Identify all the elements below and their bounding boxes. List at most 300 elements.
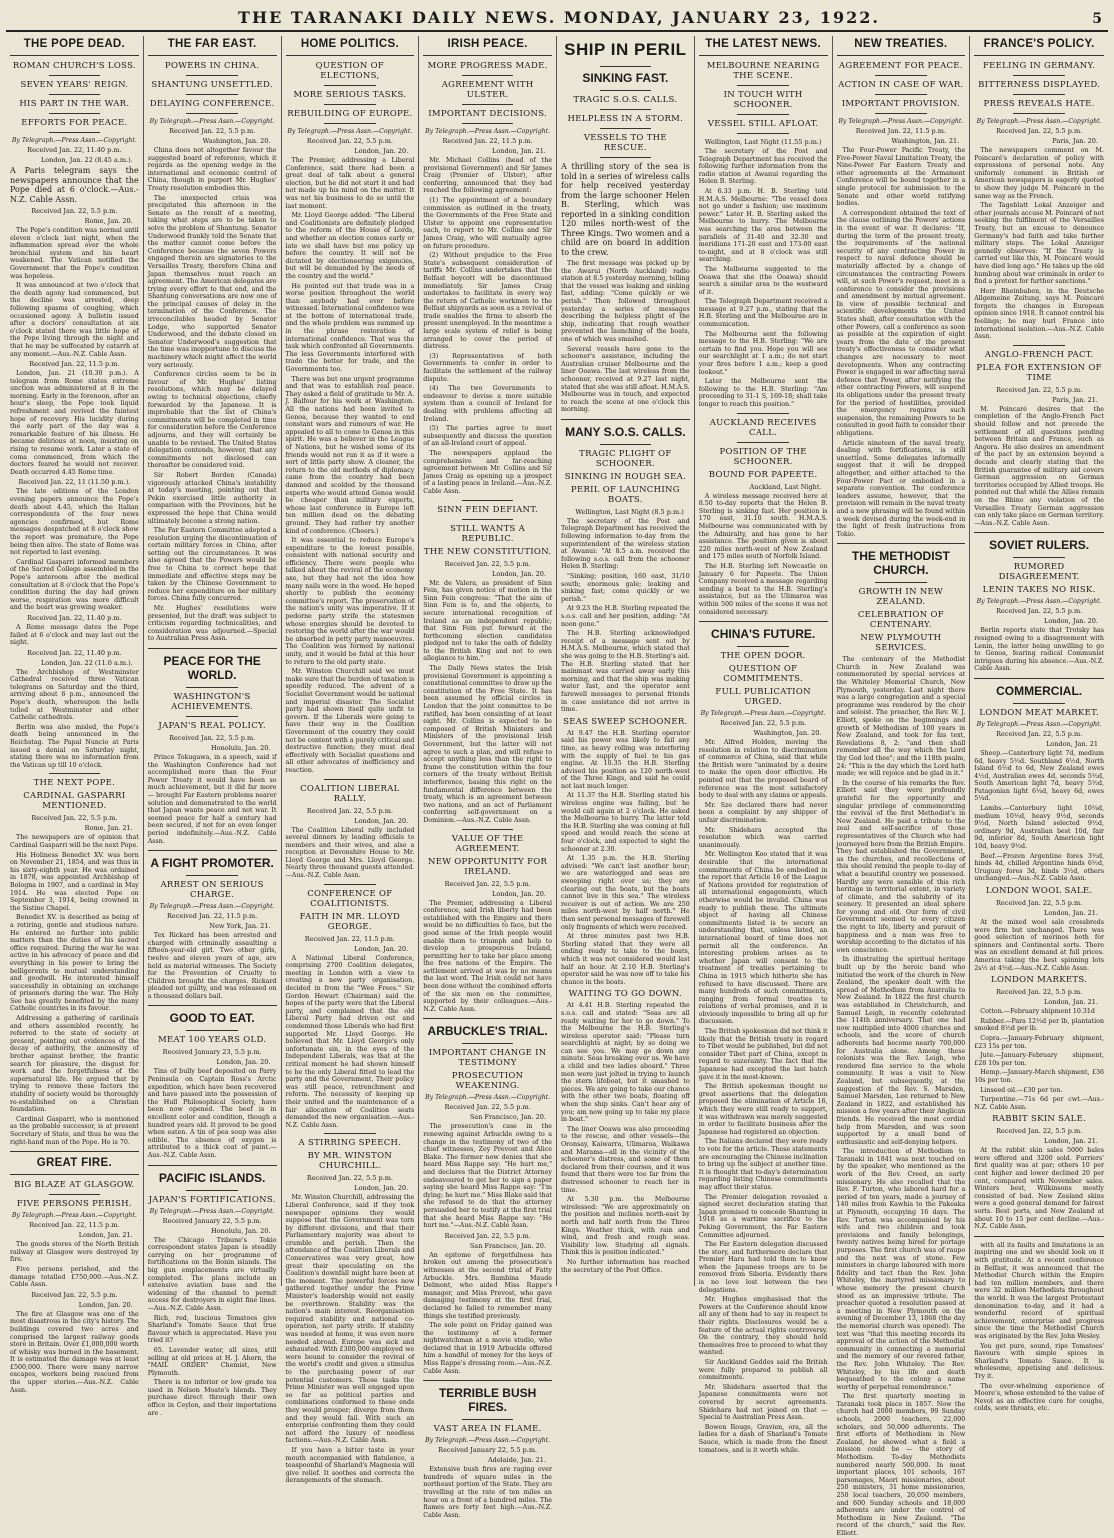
- paragraph: Beef.—Frozen Argentine fores 3½d, hinds 4d, chilled Argentine hinds 6½d, Uruguay fores 3d, hinds 3½d, others unchanged.—Aus.-N.Z. Cable Assn.: [974, 852, 1104, 883]
- paragraph: It was essential to reduce Europe's expenditure to the lowest possible, consistent with national security and efficiency. There were people who talked about the revival of the economy axe, but they had not the idea how many nails were in the wood. He hoped shortly to publish the economy committee's report. The preservation of the nation's unity was imperative. If it pedorne party strife the statesmen whose energies should be devoted to restoring the world after the war would be absorbed in petty party manoeuvres. The Coalition was formed by national unity, and it would be fatal at this hour to return to the old party state.: [285, 537, 415, 666]
- received-line: Received Jan. 22, 11.40 p.m.: [27, 146, 122, 154]
- subheading: QUESTION OF COMMITMENTS.: [723, 664, 803, 685]
- dateline: San Francisco, Jan. 20.: [469, 1241, 546, 1250]
- dateline: London, Jan. 21.: [1044, 998, 1098, 1007]
- dateline: London, Jan. 21.: [1044, 1137, 1098, 1146]
- advertisement: If you have a bitter taste in your mouth accompanied with flatulence, a teaspoonful of Sharland's Magnesia will give relief. It soothes and corrects the derangements of the stomach.: [285, 1446, 415, 1485]
- paragraph: Lambs.—Canterbury light 10¼d, medium 10½d, heavy 9½d, seconds 9½d, North Island selected 9½d, ordinary 9d, Australian best 10d, fair 9d, inferior 8d, South American light 10d, heavy 9½d.: [974, 805, 1104, 851]
- subheading: CONFERENCE OF COALITIONISTS.: [307, 888, 393, 909]
- received-line: Received Jan. 22, 5.5 p.m.: [169, 127, 256, 135]
- headline-latest-news: THE LATEST NEWS.: [705, 38, 821, 50]
- paragraph: Prince Tokugawa, in a speech, said if the Washington Conference had not accomplished more than the Four Power Treaty it would have been so much achievement, but it did far more — brought Far Eastern problems nearer solution and demonstrated to the world that Japan wants peace and not war. It seemed peace for half a century had been secured, if not for an even longer period indefinitely.—Aus.-N.Z. Cable Assn.: [147, 754, 277, 845]
- received-line: Received January 22, 5.5 p.m.: [162, 1216, 262, 1225]
- byline: By Telegraph.—Press Assn.—Copyright.: [425, 1094, 551, 1102]
- paragraph: The introduction of Methodism to Taranaki in 1841 was next touched on by the speaker, who mentioned as the work of the Rev. Creed, an early missionary. He also recalled that the Rev. F. Turton, who labored hard for a period of ten years, made a journey of 140 miles from Kawhia to the Pakeaka at Plymouth, occupying 16 days. The Rev. Turton was accompanied by his wife and two children and took provisions and family belongings, twenty natives being hired for portage purposes. The first church was of raupo and the next was of stone. Few ministers in charge laboured with more fidelity and tact than the Rev. John Whiteley, the martyred missionary to whose memory the present church stood as an impressive tribute. The preacher quoted a resolution passed at a meeting in New Plymouth on the evening of December 13, 1868 (the day the memorial church was opened). The text was "that this meeting records its approval of the action of the Methodist community in connecting a memorial and the memory of our revered father, the Rev. John Whiteley. The Rev. Whiteley, by his life and death bequeathed to the colony a name worthy of perpetual remembrance.": [836, 1148, 966, 1391]
- deck: EFFORTS FOR PEACE.: [21, 118, 128, 128]
- dateline: London, Jan. 22 (8.45 a.m.).: [40, 156, 133, 164]
- subheading: WASHINGTON'S ACHIEVEMENTS.: [171, 692, 254, 712]
- advertisement: Bowen Rouge, Gravien, ora, all the ladies for a dash of Sharland's Tomato Sauce, which is made from the finest tomatoes, and is it worth while.: [698, 1423, 828, 1454]
- paragraph: Cardinal Gasparri informed members of the Sacred College assembled in the Pope's anteroom after the medical consultation at 8 o'clock that the Pope's condition during the day had grown worse, respiration was more difficult and the heart was growing weaker.: [10, 558, 139, 612]
- advertisement: Rich, red, luscious Tomatoes give Sharland's Tomato Sauce that true flavour which is appreciated. Have you tried it?: [147, 1314, 277, 1345]
- dateline: London, Jan. 20.: [492, 569, 546, 578]
- dateline: London, Jan. 20.: [354, 147, 409, 155]
- deck-sinking-fast: SINKING FAST.: [582, 71, 669, 85]
- paragraph: A National Liberal Conference, comprising 2700 Coalition delegates, meeting in London with a view to creating a new party organisation, decided in from the "Wee Frees." Sir Gordon Hewart (Chairman) said the hopes of the party were that the Liberal party, and complained that the old Liberal Party had driven out and condemned those Liberals who had first supported Mr. Lloyd George. He believed that Mr. Lloyd George's only unfortunate sin, in the eyes of the Independent Liberals, was that at the critical moment he had shown himself to be the only Liberal fitted to lead the party and the Government. Their policy was still peace, retrenchment and reform. The necessity of keeping up their united and the maintenance of a fair allocation of Coalition seats demanded the new organisation.—Aus.-N.Z. Cable Assn.: [285, 954, 415, 1129]
- paragraph: The Premier delegation revealed a signed secret declaration stating that Japan promised to concede Shantung in 1918 as a wartime sacrifice to the Peking Government, the Far Eastern Committee adjourned.: [698, 1193, 828, 1239]
- paragraph: Cardinal Gasparri, who is mentioned as the probable successor, is at present Secretary of State, and thus he was the right-hand man of the Pope. He is 70.: [10, 1115, 139, 1146]
- subheading: FAITH IN MR. LLOYD GEORGE.: [299, 911, 401, 932]
- dateline: Washington, Jan. 21.: [891, 137, 960, 145]
- deck: MELBOURNE NEARING THE SCENE.: [706, 61, 820, 81]
- dateline: Rome, Jan. 21.: [84, 824, 133, 833]
- paragraph: Sir Auckland Geddes said the British were fully prepared to publish all commitments.: [698, 1359, 828, 1382]
- paragraph: "Sinking; position, 160 east, 31/10 south; enormous gale; leaking and sinking fast; come quickly or we perish.": [561, 573, 690, 603]
- deck: VESSELS TO THE RESCUE.: [583, 133, 667, 153]
- column-1: [6, 36, 144, 1394]
- headline-pacific-islands: PACIFIC ISLANDS.: [158, 1170, 266, 1185]
- paragraph: Benedict XV. is described as being of a retiring, gentle and studious nature. He entered no further into public matters than the duties of his sacred office required. During the war he was active in his advocacy of peace and did everything in his power to bring the belligerents to mutual understanding and goodwill. He interested himself successfully in obtaining an exchange of prisoners during the war. The Holy See has greatly benefited by the many Catholic countries in its favour.: [10, 914, 139, 1013]
- deck: SEVEN YEARS' REIGN.: [20, 80, 129, 90]
- paragraph: Mr. Winston Churchill said we must make sure that the burden of taxation is speedily reduced. The advent of a Socialist Government would be national and imperial disaster. The Socialist party had shown itself quite unfit to govern. If the Liberals were going to have their way in the Coalition Government of the country they could not be content with a purely critical and destructive function; they must deal effectively with Socialist questions and all other advocates of inefficiency and reaction.: [285, 668, 415, 774]
- paragraph: Mr. Alfred Holden, moving the resolution in relation to discrimination of commerce of China, said that while the British were "animated by a desire to make the open door effective. He pointed out that the proposed board of reference was the most satisfactory body to deal with any claims or appeals.: [698, 739, 828, 800]
- paragraph: M. Poincaré desires that the completion of the Anglo-French Pact should follow and not precede the settlement of all questions pending between Britain and France, such as Angora. He also desires an amendment of the pact by an extension beyond a decade and clearly stating that the British guarantee of military aid covers German aggression on German territories occupied by Allied troops. He pointed out that while the Allies remain on the Rhine any violation of the Versailles Treaty German aggression can only take place on German territory.—Aus.-N.Z. Cable Assn.: [974, 405, 1104, 527]
- paragraph: Conference circles seem to be in favour of Mr. Hughes' listing resolutions, which may be delayed owing to technical objections, chiefly forwarded by the Japanese. It is improbable that the list of China's commitments will be completed in time for consideration before the Conference adjourns, and they will certainly be unable to be revised. The United States delegation contends, however, that any commitments not disclosed can thereafter be considered void.: [147, 371, 277, 470]
- deck: VESSEL STILL AFLOAT.: [707, 119, 819, 129]
- subheading: ARREST ON SERIOUS CHARGE.: [160, 880, 264, 901]
- subheading: STILL WANTS A REPUBLIC.: [450, 523, 526, 544]
- headline-chinas-future: CHINA'S FUTURE.: [711, 627, 816, 642]
- byline: By Telegraph.—Press Assn.—Copyright.: [976, 720, 1102, 728]
- headline-soviet-rulers: SOVIET RULERS.: [989, 538, 1090, 553]
- subheading: LONDON MARKETS.: [991, 975, 1088, 986]
- deck: ROMAN CHURCH'S LOSS.: [12, 61, 136, 71]
- dateline: San Francisco, Jan. 20.: [469, 1113, 546, 1122]
- paragraph: At 6.33 p.m. H. B. Sterling told H.M.A.S. Melbourne: "The vessel does not go under a fashion; use maximum power." Later H. B. Sterling asked the Melbourne to hurry. The Melbourne was searching the area between the parallels of 31-40 and 32-30 and meridians 171-20 east and 173-00 east to-night, and at 8 o'clock was still searching.: [698, 187, 828, 264]
- deck: QUESTION OF ELECTIONS,: [315, 61, 385, 81]
- paragraph: The British spokesman did not think it likely that the British treaty in regard to Tibet would be published, but did not consider Tibet part of China, except in regard to suzerainty. The fact that the Japanese had excepted the last batch gave it in the most-known.: [698, 1028, 828, 1081]
- deck: IMPORTANT PROVISION.: [841, 99, 961, 109]
- dateline: London, Jan. 20.: [354, 1184, 409, 1193]
- dateline: London, Jan. 20.: [78, 1300, 133, 1309]
- paragraph: The fire at Glasgow was one of the most disastrous in the city's history. The buildings covered two acres and comprised the largest railway goods store in Britain. Over £1,000,000 worth of whisky was burned in the basement. It is estimated the damage was at least £500,000. There were many narrow escapes, workers being rescued from the upper stories.—Aus.-N.Z. Cable Assn.: [10, 1310, 139, 1394]
- paragraph: A wireless message received here at 8.50 to-day reports that the Helen B. Sterling is sinking fast. Her position is 170 east, 31.10 south. H.M.A.S. Melbourne was communicated with by the Admiralty, and has gone to her assistance. The position given is about 220 miles north-west of New Zealand and 175 miles south of Norfolk Island.: [698, 492, 828, 561]
- dateline: London, Jan. 20.: [354, 944, 409, 953]
- received-line: Received Jan. 22, 5.5 p.m.: [444, 1231, 531, 1240]
- market-line: Hemp.—January-March shipment, £36 10s per ton.: [974, 1069, 1104, 1084]
- paragraph: Mr. Shidehara asserted that the Japanese commitments were not covered by secret agreements. Shidehara had not joined on that — Special to Australian Press Assn.: [698, 1383, 828, 1422]
- subheading: BOUND FOR PAPEETE.: [708, 469, 818, 480]
- paragraph: The Archbishop of Westminster Cathedral received three Vatican telegrams on Saturday and the third, arriving about 6 p.m., announced the Pope's death, whereupon the bells tolled at Westminster and other Catholic cathedrals.: [10, 668, 139, 722]
- paragraph: The first quarterly meeting in Taranaki took place in 1857. Now the church had 2000 members, 99 Sunday schools, 2000 teachers, 22,000 scholars, and 50,000 adherents. The first efforts of Methodism in New Zealand, he showed what a field a mission could be — the story of Methodism. To-day Methodists numbered nearly 500,000. In most important places, 101 schools, 167 parsonages, Maori missionaries, about 250 ministers, 31 home missionaries, 250 local teachers, 20,050 members, and 600 Sunday schools and 18,000 adherents are under the control of Methodism in New Zealand. "The record of the church," said the Rev. Elliott.: [836, 1393, 966, 1537]
- paragraph: No further information has reached the secretary of the Post Office.: [561, 1258, 690, 1274]
- subheading: THE NEW CONSTITUTION.: [423, 546, 552, 557]
- dateline: London, Jan. 21.: [492, 147, 546, 155]
- paragraph: At the rabbit skin sales 5000 bales were offered and 3200 sold. Furriers' first quality was at par; others 10 per cent higher and lower declined 20 per cent, compared with November sales. Winters best, Wilkinsons mostly consisted of bad. New Zealand skins were a good general demand for fairest sorts. Best ports, and New Zealand at about 10 to 15 per cent decline.—Aus.-N.Z. Cable Assn.: [974, 1147, 1104, 1231]
- paragraph: At 4.41 H.B. Sterling repeated the s.o.s. call and stated: "Seas are all ready waiting for her to go down." To the Melbourne the H.B. Sterling's wireless operator said: "Please turn searchlights at night; by so doing we can see you. We may go down any minute. Seas breaking over us. We have a child and two ladies aboard." Three men were just jolted in trying to launch the stern lifeboat, but it smashed to pieces. We are going to take our chance with the other two boats, floating off when the ship sinks. Can't hear any of you; am now going up to take my place in boat.": [561, 1002, 690, 1124]
- column-6: [695, 36, 833, 1454]
- received-line: Received Jan. 22, 11.5 p.m.: [29, 1221, 120, 1230]
- byline: By Telegraph.—Press Assn.—Copyright.: [838, 118, 964, 125]
- paragraph: In illustrating the spiritual heritage built up by the heroic band who initiated the work of the church in New Zealand, the speaker dealt with the spread of Methodism from Australia to New Zealand. In 1822 the first church was established in Christchurch, and Samuel Leigh, in recently celebrated the 114th anniversary. That one had now multiplied into 4000 churches and schools, and the score of church adherents had become nearly 700,000 for Australia alone. Among these colonists was the Rev. Leigh, who rendered fine service to the whole community. It was a visit to New Zealand, but subsequently, at the suggestion of the Rev. S. Marsden, Samuel Marsden, Lee returned to New Zealand in 1822, and established his mission a few years after their Anglican friends. He received the most cordial help from Marsden, and was soon supported by a small band of enthusiastic and self-denying helpers.: [836, 956, 966, 1146]
- received-line: Received Jan. 22, 5.5 p.m.: [31, 1290, 118, 1299]
- paragraph: The Premier, addressing a Liberal Conference, said there had been a great deal of talk about a general election, but he did not start it and had not made up his mind on the matter. It was not his business to do so until the last moment.: [285, 157, 415, 210]
- subheading: SINN FEIN DEFIANT.: [437, 504, 538, 515]
- paragraph: It was announced at two o'clock that the death agony had commenced, but the decline was arrested, deep following spasms of coughing, which occasioned agony. A bulletin issued after a doctors' consultation at six o'clock stated there was little hope of the Pope living through the night and that he may be suffocated by catarrh at any moment.—Aus.-N.Z. Cable Assn.: [10, 282, 139, 358]
- deck: MORE PROGRESS MADE.: [427, 61, 548, 71]
- received-line: Received Jan. 22, 11.5 p.m.: [29, 360, 120, 369]
- deck: MORE SERIOUS TASKS.: [293, 90, 407, 100]
- paragraph: The Italians declared they were ready to vote for the article. These statements are encouraging the Chinese inclination to bring up the subject at another time. It is thought that to-day's determination regarding listing Chinese commitments may affect their status.: [698, 1138, 828, 1191]
- paragraph: The newspapers applaud the comprehensive and far-reaching agreement between Mr. Collins and Sir James Craig as opening up a prospect of a lasting peace in Ireland.—Aus.-N.Z. Cable Assn.: [423, 449, 552, 495]
- advertisement: The over-whelming experience of Moore's, whose extended to the value of Nevol as an effective cure for coughs, colds, sore throats, etc.: [974, 1382, 1104, 1413]
- column-5: [557, 36, 695, 1286]
- deck: IMPORTANT DECISIONS.: [428, 109, 548, 119]
- dateline: London, Jan. 20.: [492, 889, 546, 898]
- subheading: FIVE PERSONS PERISH.: [16, 1199, 132, 1210]
- received-line: Received Jan. 22, 5.5 p.m.: [996, 988, 1083, 997]
- headline-fight-promoter: A FIGHT PROMOTER.: [150, 856, 274, 871]
- subheading: VALUE OF THE AGREEMENT.: [451, 833, 524, 854]
- paragraph: The H.B. Sterling left Newcastle on January 6 for Papeete. The Union Company received a message regarding sending a boat to the H.B. Sterling's assistance, but as the Ulimaroa was within 500 miles of the scene it was not considered necessary.: [698, 562, 828, 616]
- paragraph: An epitome of forgetfulness has broken out among the prosecution's witnesses at the second trial of Fatty Arbuckle. Mrs. Bambina Maude Delmont, who aided Miss Rappe's manager, and Miss Prevost, who gave damaging testimony at the first trial, declared he failed to remember many things she testified previously.: [423, 1251, 552, 1320]
- subheading: SEAS SWEEP SCHOONER.: [563, 716, 688, 727]
- received-line: Received Jan. 22, 5.5 p.m.: [306, 1174, 393, 1183]
- subheading: CELEBRATION OF CENTENARY.: [857, 610, 944, 631]
- paragraph: The British spokesman thought no great assertions that the delegation proposed the elimination of Article 16, which they were still ready to support, it was withdrawn was merely suggested in order to facilitate business after the Japanese had registered an objection.: [698, 1083, 828, 1136]
- paragraph: The goods stores of the North British railway at Glasgow were destroyed by fire.: [10, 1241, 139, 1264]
- headline-home-politics: HOME POLITICS.: [300, 38, 399, 50]
- deck: ACTION IN CASE OF WAR.: [838, 80, 964, 90]
- column-3: [282, 36, 420, 1485]
- paragraph: Article nineteen of the naval treaty, dealing with fortifications, is still unsettled. Some delegates informally suggest that it will be dropped altogether, and either attached to the Four-Power Pact or embodied in a separate convention. The conference leaders assume, however, that the provision will remain in the naval treaty and a new phrasing will be found within a week devised during the week-end in the light of fresh instructions from Tokio.: [836, 439, 966, 538]
- dateline: Paris, Jan. 20.: [1052, 137, 1098, 145]
- paragraph: At 1.35 p.m. the H.B. Sterling advised: "We can't last another hour; we are waterlogged and seas are sweeping right over us; they are clearing out the boats, but the boats cannot live in this sea." The wireless receiver is out of action. We are 250 miles north-west by half north." He then sent personal messages of farewell only fragments of which were received.: [561, 855, 690, 931]
- dateline: Wellington, Last Night (11.55 p.m.): [704, 138, 822, 146]
- headline-bush-fires: TERRIBLE BUSH FIRES.: [438, 1386, 537, 1415]
- subheading: A STIRRING SPEECH.: [298, 1138, 402, 1149]
- page-number: 5: [1092, 11, 1102, 27]
- byline: By Telegraph.—Press Assn.—Copyright.: [976, 118, 1102, 125]
- paragraph: The first message was picked up by the Awarui (North Auckland) radio station at 8.5 yesterday morning, telling that the vessel was leaking and sinking fast, adding: "Come quickly or we perish." Then followed throughout yesterday a series of messages describing the helpless plight of the ship, indicating that rough weather prevented the launching of the boats, one of which was smashed.: [561, 260, 690, 343]
- paragraph: (3) Representatives of both Governments to confer in order to facilitate the settlement of the railway dispute.: [423, 352, 552, 383]
- subheading: FULL PUBLICATION URGED.: [715, 687, 811, 708]
- paragraph: At 11.37 the H.B. Sterling stated his wireless engine was failing, but he would call again at 2 o'clock. He asked the Melbourne to hurry. The latter told the H.B. Sterling she was coming at full speed and would reach the scene at four o'clock, and expected to sight the schooner at 2.30.: [561, 792, 690, 853]
- market-line: Jute.—January-February shipment, £28 10s per ton.: [974, 1052, 1104, 1067]
- received-line: Received January 23, 5.5 p.m.: [162, 1048, 262, 1057]
- received-line: Received January 22, 5.5 p.m.: [438, 1446, 538, 1455]
- dateline: London, Jan. 20.: [1044, 617, 1098, 626]
- paragraph: The Chicago Tribune's Tokio correspondent states Japan is steadily carrying on her programme of fortifications on the Bonin islands. The big gun emplacements are virtually completed. The plans include an extensive aviation base and the widening of the channel to permit access for destroyers in eight fine lines.—Aus.-N.Z. Cable Assn.: [147, 1236, 277, 1312]
- byline: By Telegraph.—Press Assn.—Copyright.: [425, 1437, 551, 1445]
- subheading: LONDON WOOL SALE.: [985, 886, 1093, 896]
- paragraph: At 9.47 the H.B. Sterling operator said his power was likely to fail any time, as heavy rolling was interfering with the supply of fuel to his gas engine. At 10.35 the H.B. Sterling advised his position as 120 north-west of the Three Kings, and said he could not last much longer.: [561, 729, 690, 790]
- subheading: COALITION LIBERAL RALLY.: [300, 783, 400, 804]
- advertisement: There is no inferior or low grade tea used in Nelson Moate's blends. They purchase direct through their own office in Ceylon, and their importations are .: [147, 1379, 277, 1417]
- paragraph: Tex Rickard has been arrested and charged with criminally assaulting a fifteen-year-old girl. Two other girls, twelve and eleven years of age, are held as material witnesses. The Society for the Prevention of Cruelty to Children brought the charges. Rickard pleaded not guilty, and was released on a thousand dollars bail.: [147, 932, 277, 1000]
- dateline: Auckland, Last Night.: [749, 482, 822, 491]
- headline-ship-in-peril: SHIP IN PERIL: [564, 40, 687, 59]
- deck: BITTERNESS DISPLAYED.: [978, 80, 1101, 90]
- paragraph: China does not altogether favour the suggested board of reference, which it regards as the opening wedge in the international and economic control of China, though in purport Mr. Hughes' Treaty resolution embodies this.: [147, 147, 277, 192]
- dateline: London, Jan. 21.: [78, 1231, 133, 1240]
- paragraph: The newspapers comment on M. Poincaré's declaration of policy with expressions of personal note. Any uniformly comment in British or American newspapers is eagerly quoted to show they judge M. Poincaré in the same way as the French.: [974, 147, 1104, 200]
- paragraph: Mr. Hughes' resolutions were presented, but the draft was subject to criticism regarding technicalities, and consideration was adjourned.—Special to Australian Press Assn.: [147, 605, 277, 643]
- masthead: [6, 4, 1108, 32]
- paragraph: The H.B. Sterling acknowledged receipt of a message sent out by H.M.A.S. Melbourne, which stated that she was going to the H.B. Sterling's aid. The H.B. Sterling stated that her mainmast was carried away early this morning, and that the ship was making water fast, and the operator sent farewell messages to personal friends in case assistance did not arrive in time.: [561, 630, 690, 714]
- column-2: [144, 36, 282, 1417]
- received-line: Received Jan. 22, 11.40 p.m.: [27, 648, 122, 657]
- market-line: Turpentine.—71s 6d per cwt.—Aus.-N.Z. Cable Assn.: [974, 1096, 1104, 1111]
- received-line: Received Jan. 22, 5.5 p.m.: [996, 127, 1083, 135]
- paragraph: Sir Robert Borden (Canada) vigorously attacked China's instability at today's meeting, pointing out that Pekin exercised little authority in comparison with the Provinces, but he expressed the hope that China would ultimately become a strong nation.: [147, 471, 277, 525]
- byline: By Telegraph.—Press Assn.—Copyright.: [149, 1207, 275, 1215]
- headline-irish-peace: IRISH PEACE.: [447, 38, 528, 50]
- deck: IN TOUCH WITH SCHOONER.: [723, 90, 803, 110]
- paragraph: with all its faults and limitations is an inspiring one and we should look on it with gratitude. At a recent conference in Belfast, it was announced that the Methodist Church within the Empire had ten million members, and there were 32 million Methodists throughout the world. It was the largest Protestant denomination to-day, and it had a wonderful record of spiritual achievement, enterprise and progress since the time the Methodist Church was originated by the Rev. John Wesley.: [974, 1241, 1104, 1340]
- subheading: IMPORTANT CHANGE IN TESTIMONY: [428, 1048, 547, 1069]
- subheading: CARDINAL GASPARRI MENTIONED.: [23, 791, 126, 812]
- dateline: New York, Jan. 21.: [209, 922, 271, 931]
- headline-commercial: COMMERCIAL.: [996, 683, 1083, 698]
- byline: By Telegraph.—Press Assn.—Copyright.: [11, 1212, 137, 1220]
- subheading: BY MR. WINSTON CHURCHILL.: [307, 1151, 393, 1172]
- subheading: THE OPEN DOOR.: [720, 651, 806, 662]
- received-line: Received Jan. 22, 11.40 p.m.: [27, 613, 122, 622]
- paragraph: The sole point on Friday gained was the testimony of a former nightwatchman at a movie studio, who declared that in 1919 Arbuckle offered him a handful of money for the keys of Miss Rappe's dressing room.—Aus.-N.Z. Cable Assn.: [423, 1322, 552, 1375]
- received-line: Received Jan. 22, 11.5 p.m.: [442, 137, 533, 145]
- subheading: WAITING TO GO DOWN.: [568, 989, 683, 1000]
- paragraph: Mr. Shidehara accepted the resolution which was carried unanimously.: [698, 826, 828, 849]
- received-line: Received Jan. 22, 5.5 p.m.: [444, 1103, 531, 1112]
- received-line: Received Jan. 22, 11.5 p.m.: [304, 934, 395, 943]
- lead-paragraph: A Paris telegram says the newspapers announce that the Pope died at 6 o'clock.—Aus.-N.Z. Cable Assn.: [10, 166, 139, 204]
- deck: PRESS REVEALS HATE.: [983, 99, 1095, 109]
- byline: By Telegraph.—Press Assn.—Copyright.: [700, 710, 826, 718]
- headline-peace-world: PEACE FOR THE WORLD.: [163, 654, 261, 682]
- column-7: [833, 36, 971, 1537]
- paragraph: Sheep.—Canterbury light 7d, medium 6d, heavy 5½d. Southland 6½d, North Island 6½d to 6d, New Zealand ewes 4½d, Australian ewes 4d, seconds 5½d, South American light 7d, heavy 5½d, Patagonian light 6¼d, heavy 6d, ewes 5¼d.: [974, 749, 1104, 803]
- paragraph: The Premier, addressing a Liberal conference, said Irish liberty had been established with the Empire and there would be no difficulties to face, but the good sense of the Irish people would enable them to triumph and help to develop a prosperous Ireland, permitting her to take her place among the free nations of the Empire. The settlement arrived at was by no means the last word. The Irish could not have been done without the combined efforts of the six men on the committee, supported by their colleagues.—Aus.-N.Z. Cable Assn.: [423, 899, 552, 1013]
- received-line: Received Jan. 22, 11.5 p.m.: [855, 127, 946, 135]
- paragraph: His Holiness Benedict XV. was born on November 21, 1854, and was thus in his sixty-eighth year. He was ordained in 1878, was appointed Archbishop of Bologna in 1907, and a cardinal in May 1914. He was elected Pope on September 3, 1914, being crowned in the Sistine Chapel.: [10, 851, 139, 912]
- subheading: PROSECUTION WEAKENING.: [451, 1071, 524, 1092]
- subheading: ANGLO-FRENCH PACT.: [984, 349, 1094, 360]
- subheading: THE NEXT POPE.: [33, 778, 116, 789]
- received-line: Received Jan. 22, 5.5 p.m.: [169, 734, 256, 742]
- received-line: Received Jan. 22, 5.5 p.m.: [31, 814, 118, 823]
- paragraph: The Daily News states the Irish provisional Government is appointing a constitutional committee to draw up the constitution of the Free State. It has been assumed by official circles in London that the joint committee to be ratified, has been consisting of at least eight. Mr. Collins is expected to be composed of British Ministers and Ministers of the provisional Irish Government, but the latter will not agree to such a plan, and will refuse to accept anything less than the right to frame the constitution within the four corners of the treaty without British interference, basing this right on the fundamental difference between the treaty, which is an agreement between two nations, and an act of Parliament conferring self-government on a Dominion.—Aus.-N.Z. Cable Assn.: [423, 665, 552, 824]
- received-line: Received Jan. 22, 5.5 p.m.: [444, 559, 531, 568]
- paragraph: Mr. Michael Collins (head of the provisional Government) and Sir James Craig (Premier of Ulster), after conferring, announced that they had reached the following agreement:: [423, 157, 552, 195]
- subheading: TRAGIC PLIGHT OF SCHOONER.: [579, 448, 672, 469]
- paragraph: Mr. Hughes emphasised that the Powers at the Conference should know all any of them had to say in respect to their rights. Disclosures would be a feature of the actual rights controversy. On the contrary, they should hold themselves free to proceed to what they wanted.: [698, 1296, 828, 1357]
- paragraph: Tins of bully beef deposited on Parry Peninsula on Captain Ross's Arctic expedition, which have been recovered and have passed into the possession of the Hull Philosophical Society, have been now opened. The beef is in excellent color and condition, though a hundred years old. It proved to be good when eaten. A tin of pea soup was also edible. The absence of oxygen is attributed to a thick coat of paint.—Aus.-N.Z. Cable Assn.: [147, 1068, 277, 1159]
- received-line: Received Jan. 22, 5.5 p.m.: [996, 899, 1083, 907]
- paragraph: Several vessels have gone to the schooner's assistance, including the Australian cruiser Melbourne and the liner Ooawa. The last wireless from the schooner, received at 9.27 last night, stated that she was still afloat. H.M.A.S. Melbourne was in touch, and expected to reach the scene at one o'clock this morning.: [561, 345, 690, 414]
- byline: By Telegraph.—Press Assn.—Copyright.: [11, 137, 137, 144]
- byline: By Telegraph.—Press Assn.—Copyright.: [149, 118, 275, 125]
- paragraph: At 9.23 the H.B. Sterling repeated the s.o.s. call and her position, adding: "At noon gone.": [561, 605, 690, 628]
- subheading: PLEA FOR EXTENSION OF TIME: [976, 362, 1102, 383]
- deck: HELPLESS IN A STORM.: [567, 114, 684, 124]
- paragraph: The newspapers are of opinion that Cardinal Gasparri will be the next Pope.: [10, 834, 139, 849]
- subheading: PERIL OF LAUNCHING BOATS.: [570, 484, 680, 505]
- headline-good-to-eat: GOOD TO EAT.: [169, 1011, 255, 1026]
- received-line: Received Jan. 22, 5.5 p.m.: [444, 879, 531, 888]
- subheading: RABBIT SKIN SALE.: [992, 1114, 1087, 1125]
- paragraph: The Melbourne sent the following message to the H.B. Sterling: "We are certain to find you. Hope you will see our searchlight at 1 a.m.; do not start your fires before 1 a.m.; keep a good lookout.": [698, 330, 828, 376]
- deck: DELAYING CONFERENCE.: [149, 99, 275, 109]
- deck: SHANTUNG UNSETTLED.: [151, 80, 273, 90]
- paragraph: The Pope's condition was normal until eleven o'clock last night, when the inflammation spread over the whole bronchial system and his heart weakened. The Vatican notified the Government that the Pope's condition was hopeless.: [10, 227, 139, 280]
- paragraph: (5) The parties agree to meet subsequently and discuss the question of an all-Ireland court of appeal.: [423, 425, 552, 448]
- deck: TRAGIC S.O.S. CALLS.: [573, 95, 678, 105]
- paragraph: The Far Eastern Committee adopted a resolution urging the discontinuation of certain military forces in China, after setting out the circumstances. It was also agreed that the Powers would be free to China to correct hope that immediate and effective steps may be taken by the Chinese Government to reduce her expenditure on her military forces. China fully concurred.: [147, 527, 277, 603]
- paragraph: (4) The two Governments to endeavour to devise a more suitable system than a council of Ireland for dealing with problems affecting all Ireland.: [423, 385, 552, 423]
- advertisement: You get pure, sound, ripe Tomatoes' flavours with simple spices in Sharland's Tomato Sauce. It is wholesome, appetising and delicious. Try it.: [974, 1342, 1104, 1380]
- paragraph: A Rome message dates the Pope failed at 6 o'clock and may last out the night.: [10, 623, 139, 647]
- paragraph: The Tageblatt Lokal Anzeiger and other journals accuse M. Poincaré of not seeking the fulfilment of the Versailles Treaty, but an excuse to denounce Germany's bad faith and take further military steps. The Lokal Anzeiger gennelly observes: "If the Treaty is carried out like this, M. Poincaré would have died long ago." He takes up the old humbug about war criminals in order to find a pretext for further sanctions.": [974, 202, 1104, 286]
- paragraph: Mr. Sze declared there had never been a complaint by any shipper of unfair discrimination.: [698, 801, 828, 825]
- dateline: Adelaide, Jan. 21.: [487, 1456, 546, 1465]
- subheading: AUCKLAND RECEIVES CALL.: [709, 417, 817, 438]
- subheading: SINKING IN ROUGH SEA.: [564, 471, 687, 482]
- paragraph: At three minutes past two H.B. Sterling stated that they were all ending ready to take to the boats, which it was not considered would last half an hour. At 2.10 H.B. Sterling's operator said he was now off to take his chance in the boats.: [561, 933, 690, 986]
- subheading: RUMORED DISAGREEMENT.: [998, 562, 1080, 583]
- paragraph: He pointed out that trade was in a worse position throughout the world than anybody had ever before witnessed. International confidence was at the bottom of international trade, and the whole problem was summed up in the phrase restoration of international confidence. That was the task which confronted all Governments. The less Governments interfered with trade the better for trade, and the Governments too.: [285, 282, 415, 374]
- paragraph: At 5.30 p.m. the Melbourne wirelessed: "We are approximately on the position and inclines north-east by north and half north from the Three Kings. Weather thick, with rain and wind, and fresh and rough seas. Visibility low. Studying all signals. Think this is position indicated.": [561, 1196, 690, 1257]
- paragraph: The prosecution's case in the renewing against Arbuckle owing to a change in the testimony of two of the chief witnesses, Zey Prevost and Alice Blake. The former now denies that she heard Miss Rappe say: "He hurt me," and declares that the District Attorney endeavoured to get her to sign a paper saying she heard Miss Rappe say: "I'm dying; he hurt me." Miss Blake said that she refused to do that the attorney persuaded her to testify at the first trial that she heard Miss Rappe say: "He hurt me."—Aus.-N.Z. Cable Assn.: [423, 1123, 552, 1230]
- subheading: NEW PLYMOUTH SERVICES.: [860, 633, 942, 654]
- subheading: GROWTH IN NEW ZEALAND.: [858, 587, 944, 608]
- advertisement: 65. Lavender water, all sizes, still selling at old prices at H. J. Ahern, the "MAIL ORDER" Chemist, New Plymouth.: [147, 1346, 277, 1377]
- deck: FEELING IN GERMANY.: [982, 61, 1096, 71]
- byline: By Telegraph.—Press Assn.—Copyright.: [976, 598, 1102, 606]
- paragraph: Mr. Wellington Koo stated that it was desirable that the international commitments of China be embodied in the report that Article 16 of the League of Nations provided for registration of all international engagements, which otherwise would be invalid. China was ready to publish these. The ultimate object of having all Chinese commitments listed is to secure an understanding that, unless listed, an international board of time does not permit all the conference. An interesting problem arises as to whether Japan will consent to the treatment of treaties pertaining to China in 1915 which hitherto she has refused to have discussed. There are many hundreds of such commitments, ranging from formal treaties to relations of verbal promises, and it is obviously impossible to bring all up for discussion.: [698, 851, 828, 1026]
- paragraph: Five persons perished, and the damage totalled £750,000.—Aus.-N.Z. Cable Assn.: [10, 1265, 139, 1289]
- paragraph: (2) Without prejudice to the Free State's subsequent consideration of tariffs Mr. Collins undertakes that the Belfast boycott will be discontinued immediately. Sir James Craig undertakes to facilitate in every way the return of Catholic workmen to the Belfast shipyards as soon as a revival of trade enables the firms to absorb the present unemployed. In the meantime a large scale system of relief is being arranged to cover the period of distress.: [423, 252, 552, 351]
- dateline: London, Jan. 20.: [354, 816, 409, 825]
- paragraph: Mr. Winston Churchill, addressing the Liberal Conference, said if they took newspaper opinions they would suppose that the Government was torn by different divisions, and that their Parliamentary majority was about to crumble and perish. Then the attendance of the Coalition Liberals and Conservatives was very great, how great their speculating on the Coalition's downfall might have been at the moment. The powerful forces now gathered together under the Prime Minister's leadership would not easily be overthrown. Stability was the nation's main interest. Reorganisation required stability and national co-operation, not party strife. If stability was needed at home, it was even more needed abroad. Europe was sick and exhausted. With £300,000 employed we were bound to consider the revival of the world's credit and given a stimulus to the purchasing power of our potential customers. Those tasks the Prime Minister was well engaged upon so far as political parties and combinations conformed to these ends they would prosper; diverge from them and they would fail. With such an enterprise confronting them they could not afford the luxury of needless factions.—Aus.-N.Z. Cable Assn.: [285, 1194, 415, 1445]
- headline-great-fire: GREAT FIRE.: [36, 1157, 113, 1170]
- market-line: Rubber.—Para 12½d per lb, plantation smoked 8½d per lb.: [974, 1017, 1104, 1033]
- received-line: Received Jan. 22, 5.5 p.m.: [996, 729, 1083, 738]
- deck: HIS PART IN THE WAR.: [19, 99, 130, 109]
- paragraph: The Melbourne suggested to the Ooawa that she (the Ooawa) should search a similar area to the westward of it.: [698, 265, 828, 296]
- received-line: Received Jan. 22, 5.5 p.m.: [996, 1127, 1083, 1136]
- subheading: LONDON MEAT MARKET.: [979, 707, 1099, 718]
- subheading: JAPAN'S REAL POLICY.: [158, 721, 266, 731]
- byline: By Telegraph.—Press Assn.—Copyright.: [287, 128, 413, 135]
- received-line: Received Jan. 22, 5.5 p.m.: [306, 806, 393, 815]
- headline-arbuckle-trial: ARBUCKLE'S TRIAL.: [427, 1024, 548, 1039]
- headline-pope-dead: THE POPE DEAD.: [23, 38, 126, 50]
- received-line: Received Jan. 22, 11.5 p.m.: [166, 912, 258, 921]
- deck: POWERS IN CHINA.: [164, 61, 260, 71]
- received-line: Received Jan. 22, 5.5 p.m.: [306, 137, 393, 145]
- paragraph: Later the Melbourne sent the following to the H.B. Sterling: "Am proceeding to 31-1 S, 169-18; shall take longer to reach this position.": [698, 378, 828, 408]
- headline-far-east: THE FAR EAST.: [167, 38, 257, 50]
- paragraph: The Four-Power Pacific Treaty, the Five-Power Naval Limitation Treaty, the Nine-Power Far Eastern Treaty and other agreements at the Armament Conference will be bound together in a single protocol for submission to the Senate and other world ratifying bodies.: [836, 147, 966, 208]
- headline-new-treaties: NEW TREATIES.: [854, 38, 948, 50]
- deck: AGREEMENT FOR PEACE.: [838, 61, 963, 71]
- received-line: Received Jan. 22, 5.5 p.m.: [996, 385, 1083, 394]
- dateline: London, Jan. 20.: [216, 1058, 271, 1067]
- paragraph: Berlin reports state that Trotsky has resigned owing to a disagreement with Lenin, the latter being unwilling to go to Genoa, fearing radical Communist intrigues during his absence.—Aus.-N.Z. Cable Assn.: [974, 627, 1104, 673]
- newspaper-title: THE TARANAKI DAILY NEWS. MONDAY, JANUARY 23, 1922.: [238, 8, 880, 27]
- paragraph: Addressing a gathering of cardinals and others assembled recently, he referred to the state of society at present, pointing out evidences of the decay of authority, the animosity of brother against brother, the frantic search for pleasure, the disgust for work and the forgetfulness of the supernatural life. He argued that by trying to remove these factors the stability of society would be thoroughly re-established on a Christian foundation.: [10, 1015, 139, 1114]
- paragraph: (1) The appointment of a boundary commission as outlined in the treaty, the Governments of the Free State and Ulster to appoint one representative each, to report to Mr. Collins and Sir James Craig, who will mutually agree on future procedure.: [423, 196, 552, 250]
- paragraph: The liner Ooawa was also proceeding to the rescue, and other vessels—the Oronsay, Kaiwarra, Ulimaroa, Waikawa and Marama—all in the vicinity of the schooner's distress, and some of them declared from their courses, and it was found that there were too far from the distressed schooner to reach her in time.: [561, 1125, 690, 1194]
- dateline: London, Jan. 21.: [1044, 909, 1098, 917]
- paragraph: Berlin was also misled, the Pope's death being announced in the Reichstag. The Papal Nuncio at Paris issued a denial on Saturday night, stating there was no information from the Vatican up till 10 o'clock.: [10, 723, 139, 769]
- subheading: NEW OPPORTUNITY FOR IRELAND.: [427, 856, 548, 877]
- received-line: Received Jan. 22, 5.5 p.m.: [996, 607, 1083, 616]
- market-line: Linseed oil.—£30 per ton.: [980, 1086, 1063, 1094]
- subheading: LENIN TAKES NO RISK.: [982, 585, 1096, 596]
- paragraph: A correspondent obtained the text of the clause outlining the Powers' actions in the event of war. It declares: "If, during the term of the present treaty, the requirements of the national security of any contracting Power in respect to naval defence should be materially affected by a change of circumstances the contracting Powers will, at such Power's request, meet in a conference to consider the provisions and amendment by mutual agreement. In view of possible technical and scientific developments the United States shall, after consultation with the other Powers, call a conference as soon as possible at the expiration of eight years from the date of the present treaty's effectiveness to consider what changes are necessary to meet developments. When any contracting Power is engaged in war affecting naval defence that Power, after notifying the other contracting Powers, will suspend its obligations under the present treaty for the period of hostilities, provided the emergency requires such suspension, the remaining Powers to be consulted in good faith to consider their obligations.: [836, 209, 966, 437]
- paragraph: Extensive bush fires are raging over hundreds of square miles in the northeast portion of the State. They are travelling at the rate of ten miles an hour on a front of a hundred miles. The flames are forty feet high.—Aus.-N.Z. Cable Assn.: [423, 1466, 552, 1519]
- received-line: Received Jan. 22, 11 (11.50 p.m.).: [18, 478, 131, 487]
- paragraph: There was but one urgent programme and that was to establish real peace. They asked a field of gratitude to Mr. A. J. Balfour for his work at Washington. All the nations had been invited to Genoa, because they wanted to end constant wars and rumours of war. He appealed to all to come to Genoa in this spirit. He was a believer in the League of Nations, but he wished some of its friends would not run it as if it were a sort of little party show. A cleaner, the return to the old methods of diplomacy came from the country had been damned and scolded by the thousand experts who would attend Genoa would be cheaper than military experts, whose last conference in Europe left ten million dead on the debating ground. They had rather try another kind of conference. (Cheers.): [285, 375, 415, 535]
- received-line: Received Jan. 22, 5.5 p.m.: [31, 207, 118, 215]
- paragraph: The unexpected crisis was precipitated this afternoon in the Senate as the result of a meeting, taking what steps are to be taken to solve the problem of Shantung. Senator Underwood frankly told the Senate that the matter cannot come before the Conference because the seven Powers engaged therein are signatories to the Versailles Treaty, therefore China and Japan themselves must reach an agreement. The American delegates are trying every effort to that end, and the Shantung conversations are now one of the principal causes of delay in the termination of the Conference. The irreconcilables headed by Senator Lodge, who supported Senator Underwood, and the debate closed on Senator Underwood's suggestion that the time was inopportune to discuss the machinery which might affect the world very seriously.: [147, 194, 277, 369]
- dateline: Honolulu, Jan. 20.: [211, 1226, 271, 1235]
- subheading: JAPAN'S FORTIFICATIONS.: [148, 1194, 276, 1205]
- headline-frances-policy: FRANCE'S POLICY.: [983, 38, 1095, 50]
- dateline: Paris, Jan. 21.: [1052, 395, 1098, 404]
- deck: AGREEMENT WITH ULSTER.: [441, 80, 534, 100]
- dateline: Rome, Jan. 20.: [84, 217, 133, 225]
- deck: REBUILDING OF EUROPE.: [287, 109, 413, 119]
- paragraph: The Telegraph Department received a message at 9.27 p.m., stating that the H.B. Sterling and the Melbourne are in communication.: [698, 298, 828, 329]
- paragraph: The Coalition Liberal rally included several dinners by leading officials to members and their wives, and also a reception at Devonshire House to Mr. Lloyd George and Mrs. Lloyd George. Nearly three thousand guests attended.—Aus.-N.Z. Cable Assn.: [285, 826, 415, 880]
- paragraph: The Far Eastern delegation discussed the story, and furthermore declare that Premier Hara had told them to know when the Japanese troops are to be removed from Siberia. Evidently there is no love lost between the two delegations.: [698, 1241, 828, 1294]
- byline: By Telegraph.—Press Assn.—Copyright.: [149, 903, 275, 911]
- market-line: Cotton.—February shipment 10.31d: [980, 1008, 1095, 1016]
- paragraph: The late editions of the London evening papers announce the Pope's death about 4.45, which the Italian correspondents of the four news agencies confirmed, but Rome messages despatched at 8 o'clock show the report was premature, the Pope being then alive. The state of Rome was not reported to last evening.: [10, 488, 139, 557]
- dateline: London, Jan. 22 (11.0 a.m.).: [40, 658, 133, 667]
- paragraph: The centenary of the Methodist Church in New Zealand was commemorated by special services at the Whiteley Memorial Church, New Plymouth, yesterday. Last night there was a large congregation and a special programme was rendered by the choir and soloist. The preacher, the Rev. W. J. Elliott, spoke on the beginnings and growth of Methodism of 100 years in New Zealand, and took for his text, Revelations 8, 2: "and then shall remember all the way which the Lord thy God led thee"; and the 118th psalm, 24: "This is the day which the Lord hath made; we will rejoice and be glad in it.": [836, 656, 966, 778]
- paragraph: Mr. de Valera, as president of Sinn Fein, has given notice of motion in the Sinn Fein congress: "That the aim of Sinn Fein is to, and the objects, to secure international recognition of Ireland as an independent republic; that Sinn Fein put forward at the forthcoming election candidates pledged not to take the oath of fidelity to the British King and not to own allegiance to him.": [423, 579, 552, 663]
- paragraph: The secretary of the Post and Telegraph Department has received the following further information from the radio station at Awanui regarding the Helen B. Sterling.: [698, 148, 828, 186]
- paragraph: Herr Rheinbaben, in the Deutsche Allgemeine Zeitung, says M. Poincaré forgets the changes in European opinion since 1918. It cannot control his feelings; he may hurl France into international isolation.—Aus.-N.Z. Cable Assn.: [974, 287, 1104, 341]
- received-line: Received Jan. 22, 5.5 p.m.: [720, 719, 807, 728]
- column-8: [970, 36, 1108, 1413]
- dateline: Washington, Jan. 20.: [202, 137, 271, 145]
- dateline: Washington, Jan. 20.: [753, 729, 822, 738]
- subheading: POSITION OF THE SCHOONER.: [719, 446, 807, 467]
- market-line: Copra.—January-February shipment, £23 15s per ton.: [974, 1034, 1104, 1050]
- paragraph: The secretary of the Post and Telegraph Department has received the following information to-day from the superintendent of the wireless station at Awanui: "At 8.5 a.m. received the following s.o.s. call from the schooner Helen B. Sterling:: [561, 517, 690, 571]
- dateline: London, Jan. 21: [1046, 739, 1098, 748]
- paragraph: At the mixed wool sale crossbreds were firm but unchanged. There was good selection of merinos both for spinners and Continental sorts. There was an excellent demand at full prices. America taking the best spinning lots 2s½ at 4½d.—Aus.-N.Z. Cable Assn.: [974, 919, 1104, 972]
- paragraph: In the course of his remarks the Rev. Elliott said they were profoundly grateful for the opportunity and singular privilege of commemorating the revival of the first Methodist's in New Zealand. He paid a tribute to the zeal and self-sacrifice of those representatives of the Church who had journeyed here from the British Empire. They had established the Government, as the churches, and recollections of this should remind the people to-day of what a beautiful country we possessed. Hardly any were sensible of this rich heritage in territorial extent, in variety of climate, and the salubrity of its scenery. It presented an ideal sphere for young and old. Our form of civil Government seemed to every citizen the right to life, liberty and pursuit of happiness and a man was free to worship according to the dictates of his own conscience.: [836, 779, 966, 954]
- subheading: BIG BLAZE AT GLASGOW.: [14, 1180, 135, 1191]
- column-4: [419, 36, 557, 1519]
- dateline: Wellington, Last Night (8.5 p.m.): [575, 507, 684, 516]
- subheading-sos-calls: MANY S.O.S. CALLS.: [565, 424, 686, 439]
- paragraph: Mr. Lloyd George added: "The Liberal and Coalitionists are definitely pledged to the reform of the House of Lords, and whether an election comes early or late we shall have but one policy up before the country. It will not be dictated by electioneering exigencies, but will be demanded by the needs of the country and the world.": [285, 212, 415, 280]
- subheading: MEAT 100 YEARS OLD.: [157, 1035, 267, 1046]
- headline-methodist-church: THE METHODIST CHURCH.: [851, 549, 950, 578]
- lead-paragraph: A thrilling story of the sea is told in a series of wireless calls for help received yesterday from the large schooner Helen B. Sterling, which was reported in a sinking condition 120 miles north-west of the Three Kings. Two women and a child are on board in addition to the crew.: [561, 162, 690, 257]
- paragraph: London, Jan. 21 (10.30 p.m.). A telegram from Rome states extreme unction was administered at 8 in the morning. Early in the forenoon, after an hour's sleep, the Pope took liquid refreshment and revived the faintest hope of recovery. His lucidity during the early part of the day was a remarkable feature of his illness. He became delirious at noon, insisting on rising to resume work. Later a state of coma commenced, from which the doctors feared he would not recover. Death occurred 4.45 Rome time.: [10, 370, 139, 476]
- dateline: Honolulu, Jan. 20.: [211, 744, 271, 752]
- columns: [6, 36, 1108, 1537]
- byline: By Telegraph.—Press Assn.—Copyright.: [425, 128, 551, 135]
- subheading: VAST AREA IN FLAME.: [433, 1424, 542, 1435]
